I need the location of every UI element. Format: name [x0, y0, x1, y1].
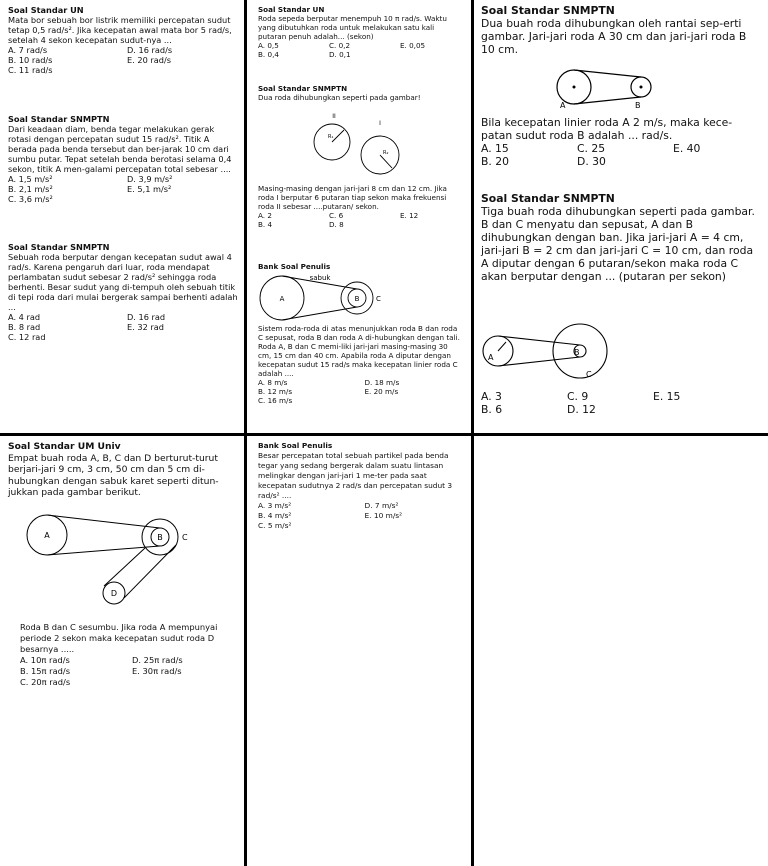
option-a[interactable]: A. 10π rad/s — [20, 655, 70, 665]
question-text: Empat buah roda A, B, C dan D berturut-turut berjari-jari 9 cm, 3 cm, 50 cm dan 5 cm di-hubungkan dengan sabuk karet seperti ditun-jukkan pada gambar berikut. — [8, 452, 219, 498]
answer-options — [8, 45, 238, 75]
figure-three-wheels — [480, 320, 630, 380]
label-a: A — [560, 101, 566, 110]
label-b: B — [574, 348, 580, 357]
label-d: D — [110, 589, 118, 598]
option-c[interactable]: C. 9 — [567, 390, 589, 403]
option-c[interactable]: C. 6 — [329, 211, 344, 220]
question-title: Soal Standar SNMPTN — [8, 242, 110, 252]
option-b[interactable]: B. 0,4 — [258, 50, 279, 59]
label-a: A — [279, 295, 285, 303]
option-e[interactable]: E. 20 m/s — [364, 387, 399, 396]
question-title: Bank Soal Penulis — [258, 441, 333, 450]
label-a: A — [488, 353, 494, 362]
question-5-continued — [258, 184, 463, 229]
option-a[interactable]: A. 0,5 — [258, 41, 279, 50]
question-text: Besar percepatan total sebuah partikel pada benda tegar yang sedang bergerak dalam suatu lintasan melingkar dengan jari-jari 1 me-ter pada saat kecepatan sudutnya 2 rad/s dan percepatan sudut 3 rad/s² .... — [258, 451, 453, 500]
question-6-continued — [258, 324, 463, 405]
question-7 — [481, 4, 761, 56]
label-r2: R₂ — [383, 150, 389, 156]
question-text: Mata bor sebuah bor listrik memiliki percepatan sudut tetap 0,5 rad/s². Jika kecepatan awal mata bor 5 rad/s, setelah 4 sekon kecepatan sudut-nya ... — [8, 15, 232, 45]
answer-options — [258, 41, 463, 59]
option-a[interactable]: A. 15 — [481, 142, 509, 155]
question-text: Sebuah roda berputar dengan kecepatan sudut awal 4 rad/s. Karena pengaruh dari luar, roda mendapat perlambatan sudut sebesar 2 rad/s² sehingga roda berhenti. Besar sudut yang di-tempuh oleh sebuah titik di tepi roda dari mulai bergerak sampai berhenti adalah ... — [8, 252, 238, 312]
answer-options — [20, 655, 236, 688]
question-text: Dua buah roda dihubungkan oleh rantai sep-erti gambar. Jari-jari roda A 30 cm dan jari-jari roda B 10 cm. — [481, 17, 747, 56]
question-title: Soal Standar SNMPTN — [481, 192, 615, 205]
wheel-c — [553, 324, 607, 378]
option-a[interactable]: A. 8 m/s — [258, 378, 288, 387]
label-b: B — [354, 295, 360, 303]
label-ii: II — [332, 113, 336, 120]
option-d[interactable]: D. 7 m/s² — [364, 501, 399, 510]
label-r1: R₁ — [328, 134, 334, 140]
question-text: Roda sepeda berputar menempuh 10 π rad/s. Waktu yang dibutuhkan roda untuk melakukan satu kali putaran penuh adalah... (sekon) — [258, 14, 447, 41]
option-e[interactable]: E. 30π rad/s — [132, 666, 182, 676]
question-title: Soal Standar UN — [258, 5, 325, 14]
label-a: A — [44, 531, 50, 540]
label-i: I — [379, 120, 381, 127]
option-d[interactable]: D. 25π rad/s — [132, 655, 183, 665]
option-a[interactable]: A. 3 m/s² — [258, 501, 292, 510]
answer-options — [8, 174, 238, 204]
label-c: C — [586, 370, 592, 379]
question-10 — [258, 441, 463, 531]
question-title: Soal Standar SNMPTN — [258, 84, 348, 93]
answer-options — [481, 142, 761, 168]
option-b[interactable]: B. 15π rad/s — [20, 666, 71, 676]
option-c[interactable]: C. 0,2 — [329, 41, 351, 50]
belt-bottom — [282, 307, 357, 320]
band-bottom — [498, 357, 580, 366]
answer-options — [8, 312, 238, 342]
question-7-continued — [481, 116, 761, 168]
option-e[interactable]: E. 15 — [653, 390, 681, 403]
option-c[interactable]: C. 16 m/s — [258, 396, 293, 405]
option-b[interactable]: B. 12 m/s — [258, 387, 293, 396]
option-d[interactable]: D. 16 rad/s — [127, 45, 173, 55]
option-c[interactable]: C. 25 — [577, 142, 606, 155]
label-c: C — [376, 295, 381, 303]
label-c: C — [182, 533, 188, 542]
option-b[interactable]: B. 10 rad/s — [8, 55, 53, 65]
option-d[interactable]: D. 12 — [567, 403, 596, 416]
option-e[interactable]: E. 5,1 m/s² — [127, 184, 172, 194]
option-d[interactable]: D. 18 m/s — [364, 378, 400, 387]
option-b[interactable]: B. 6 — [481, 403, 503, 416]
option-d[interactable]: D. 30 — [577, 155, 606, 168]
question-text: Dari keadaan diam, benda tegar melakukan gerak rotasi dengan percepatan sudut 15 rad/s². Titik A berada pada benda tersebut dan ber-jarak 10 cm dari sumbu putar. Tepat setelah benda berotasi selama 0,4 sekon, titik A men-galami percepatan total sebesar .... — [8, 124, 232, 174]
answer-options — [258, 211, 463, 229]
answer-options — [258, 378, 463, 405]
option-b[interactable]: B. 4 m/s² — [258, 511, 292, 520]
figure-two-wheels — [300, 110, 410, 186]
option-e[interactable]: E. 32 rad — [127, 322, 164, 332]
option-b[interactable]: B. 8 rad — [8, 322, 41, 332]
question-4 — [258, 5, 463, 59]
figure-four-wheels — [14, 512, 214, 608]
option-a[interactable]: A. 4 rad — [8, 312, 41, 322]
question-9-continued — [20, 622, 236, 688]
option-a[interactable]: A. 7 rad/s — [8, 45, 48, 55]
option-e[interactable]: E. 40 — [673, 142, 701, 155]
question-6 — [258, 262, 463, 271]
figure-chain-wheels — [552, 66, 662, 110]
figure-belt-wheels — [258, 272, 398, 324]
option-a[interactable]: A. 3 — [481, 390, 502, 403]
label-b: B — [635, 101, 641, 110]
column-divider-right-lower — [471, 436, 474, 866]
label-b: B — [157, 533, 163, 542]
option-a[interactable]: A. 1,5 m/s² — [8, 174, 53, 184]
option-e[interactable]: E. 10 m/s² — [364, 511, 403, 520]
question-title: Bank Soal Penulis — [258, 262, 331, 271]
option-d[interactable]: D. 16 rad — [127, 312, 166, 322]
option-c[interactable]: C. 20π rad/s — [20, 677, 71, 687]
question-5 — [258, 84, 463, 102]
option-d[interactable]: D. 8 — [329, 220, 344, 229]
column-divider-right — [471, 0, 474, 436]
option-d[interactable]: D. 0,1 — [329, 50, 351, 59]
option-a[interactable]: A. 2 — [258, 211, 272, 220]
question-title: Soal Standar UN — [8, 5, 84, 15]
row-divider — [0, 433, 768, 436]
question-text-2: Roda B dan C sesumbu. Jika roda A mempunyai periode 2 sekon maka kecepatan sudut roda D besarnya ..... — [20, 622, 218, 654]
column-divider-left — [244, 0, 247, 436]
question-title: Soal Standar UM Univ — [8, 441, 121, 452]
option-b[interactable]: B. 4 — [258, 220, 273, 229]
column-divider-left-lower — [244, 436, 247, 866]
option-e[interactable]: E. 20 rad/s — [127, 55, 172, 65]
question-9 — [8, 441, 236, 499]
option-b[interactable]: B. 2,1 m/s² — [8, 184, 53, 194]
question-text: Sistem roda-roda di atas menunjukkan roda B dan roda C sepusat, roda B dan roda A di-hubungkan dengan tali. Roda A, B dan C memi-liki jari-jari masing-masing 30 cm, 15 cm dan 40 cm. Apabila roda A diputar dengan kecepatan sudut 15 rad/s maka kecepatan linier roda C adalah .... — [258, 324, 460, 378]
question-text: Tiga buah roda dihubungkan seperti pada gambar. B dan C menyatu dan sepusat, A dan B dihubungkan dengan ban. Jika jari-jari A = 4 cm, jari-jari B = 2 cm dan jari-jari C = 10 cm, dan roda A diputar dengan 6 putaran/sekon maka roda C akan berputar dengan ... (putaran per sekon) — [481, 205, 755, 283]
option-e[interactable]: E. 0,05 — [400, 41, 426, 50]
answer-options — [258, 501, 463, 531]
label-sabuk: sabuk — [309, 274, 331, 282]
question-1 — [8, 5, 238, 75]
question-8 — [481, 192, 761, 283]
option-b[interactable]: B. 20 — [481, 155, 510, 168]
question-2 — [8, 114, 238, 204]
option-d[interactable]: D. 3,9 m/s² — [127, 174, 173, 184]
question-title: Soal Standar SNMPTN — [481, 4, 615, 17]
question-8-options — [481, 390, 731, 416]
answer-options — [481, 390, 731, 416]
option-c[interactable]: C. 12 rad — [8, 332, 46, 342]
option-c[interactable]: C. 3,6 m/s² — [8, 194, 53, 204]
option-c[interactable]: C. 11 rad/s — [8, 65, 53, 75]
question-3 — [8, 242, 238, 342]
band-top — [498, 336, 580, 345]
question-text-2: Masing-masing dengan jari-jari 8 cm dan 12 cm. Jika roda I berputar 6 putaran tiap sekon maka frekuensi roda II sebesar ....putaran/ sekon. — [258, 184, 447, 211]
option-e[interactable]: E. 12 — [400, 211, 419, 220]
question-text-2: Bila kecepatan linier roda A 2 m/s, maka kece-patan sudut roda B adalah ... rad/s. — [481, 116, 733, 142]
question-text: Dua roda dihubungkan seperti pada gambar! — [258, 93, 421, 102]
option-c[interactable]: C. 5 m/s² — [258, 521, 292, 530]
question-title: Soal Standar SNMPTN — [8, 114, 110, 124]
